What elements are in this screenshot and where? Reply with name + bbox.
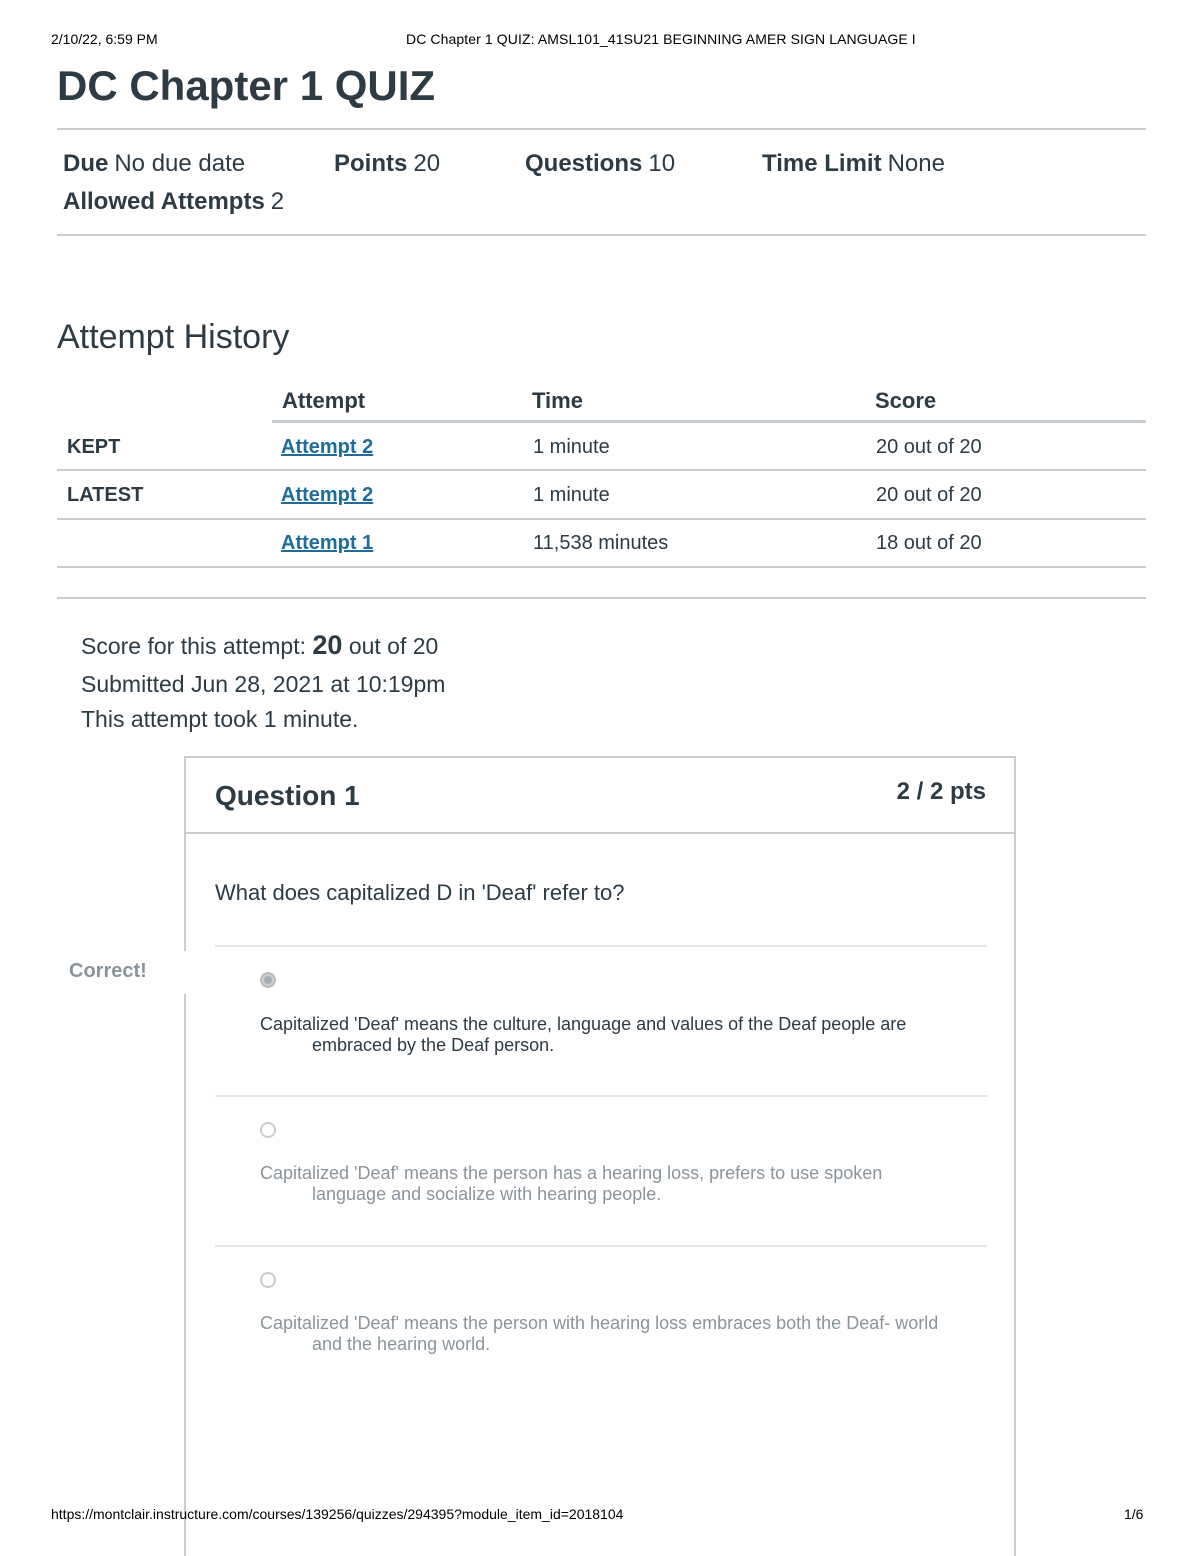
column-header-attempt: Attempt (282, 388, 366, 413)
answer-divider (215, 1095, 987, 1097)
answer-option (260, 1313, 940, 1355)
answer-divider (215, 945, 987, 947)
divider (57, 234, 1146, 236)
allowed-attempts-label: Allowed Attempts (63, 188, 265, 215)
print-page-number: 1/6 (1124, 1506, 1144, 1522)
table-header-rule (272, 420, 1146, 423)
points-value: 20 (413, 150, 441, 177)
attempt-1-link[interactable]: Attempt 1 (281, 532, 374, 554)
correct-answer-label: Correct! (69, 960, 147, 982)
answer-option (260, 1163, 940, 1205)
answer-radio-selected[interactable] (260, 972, 276, 988)
time-limit-info (762, 150, 945, 178)
attempt-score: 18 out of 20 (876, 532, 982, 554)
attempt-duration: This attempt took 1 minute. (81, 706, 359, 732)
answer-line-2: language and socialize with hearing people. (312, 1184, 662, 1204)
row-tag-latest: LATEST (67, 484, 144, 506)
attempt-2-link[interactable]: Attempt 2 (281, 484, 374, 506)
answer-line-2: and the hearing world. (312, 1334, 491, 1354)
question-text: What does capitalized D in 'Deaf' refer to? (215, 880, 625, 905)
table-row-divider (57, 469, 1146, 471)
column-header-score: Score (875, 388, 937, 413)
attempt-time: 11,538 minutes (533, 532, 669, 554)
allowed-attempts-value: 2 (270, 188, 285, 215)
answer-line-1: Capitalized 'Deaf' means the person has a hearing loss, prefers to use spoken (260, 1163, 883, 1183)
time-limit-value: None (887, 150, 945, 177)
submitted-time: Submitted Jun 28, 2021 at 10:19pm (81, 671, 446, 697)
divider (57, 597, 1146, 599)
table-row-divider (57, 566, 1146, 568)
questions-info (525, 150, 675, 178)
due-label: Due (63, 150, 109, 177)
score-suffix: out of 20 (348, 633, 439, 659)
questions-value: 10 (648, 150, 676, 177)
print-doc-title: DC Chapter 1 QUIZ: AMSL101_41SU21 BEGINNING AMER SIGN LANGUAGE I (406, 31, 916, 47)
question-title: Question 1 (215, 780, 360, 811)
attempt-score: 20 out of 20 (876, 436, 982, 458)
answer-line-1: Capitalized 'Deaf' means the person with hearing loss embraces both the Deaf- world (260, 1313, 939, 1333)
answer-option (260, 1014, 940, 1056)
correct-tag-gap (184, 951, 186, 994)
score-prefix: Score for this attempt: (81, 633, 306, 659)
allowed-attempts-info (63, 188, 284, 216)
attempt-score: 20 out of 20 (876, 484, 982, 506)
attempt-time: 1 minute (533, 436, 610, 458)
print-url: https://montclair.instructure.com/courses/139256/quizzes/294395?module_item_id=2018104 (51, 1506, 624, 1522)
questions-label: Questions (525, 150, 643, 177)
question-header (186, 758, 1014, 834)
time-limit-label: Time Limit (762, 150, 882, 177)
due-value: No due date (114, 150, 246, 177)
answer-divider (215, 1245, 987, 1247)
points-label: Points (334, 150, 408, 177)
attempt-2-link[interactable]: Attempt 2 (281, 436, 374, 458)
score-value: 20 (312, 630, 343, 660)
column-header-time: Time (532, 388, 583, 413)
print-date: 2/10/22, 6:59 PM (51, 31, 158, 47)
due-info (63, 150, 245, 178)
table-row-divider (57, 518, 1146, 520)
answer-radio[interactable] (260, 1272, 276, 1288)
row-tag-kept: KEPT (67, 436, 121, 458)
score-summary (81, 630, 438, 661)
question-points: 2 / 2 pts (896, 778, 986, 805)
attempt-time: 1 minute (533, 484, 610, 506)
question-card (184, 756, 1016, 1556)
divider (57, 128, 1146, 130)
page-title: DC Chapter 1 QUIZ (57, 62, 436, 109)
answer-line-1: Capitalized 'Deaf' means the culture, language and values of the Deaf people are (260, 1014, 907, 1034)
answer-line-2: embraced by the Deaf person. (312, 1035, 555, 1055)
attempt-history-heading: Attempt History (57, 318, 290, 356)
answer-radio[interactable] (260, 1122, 276, 1138)
points-info (334, 150, 440, 178)
